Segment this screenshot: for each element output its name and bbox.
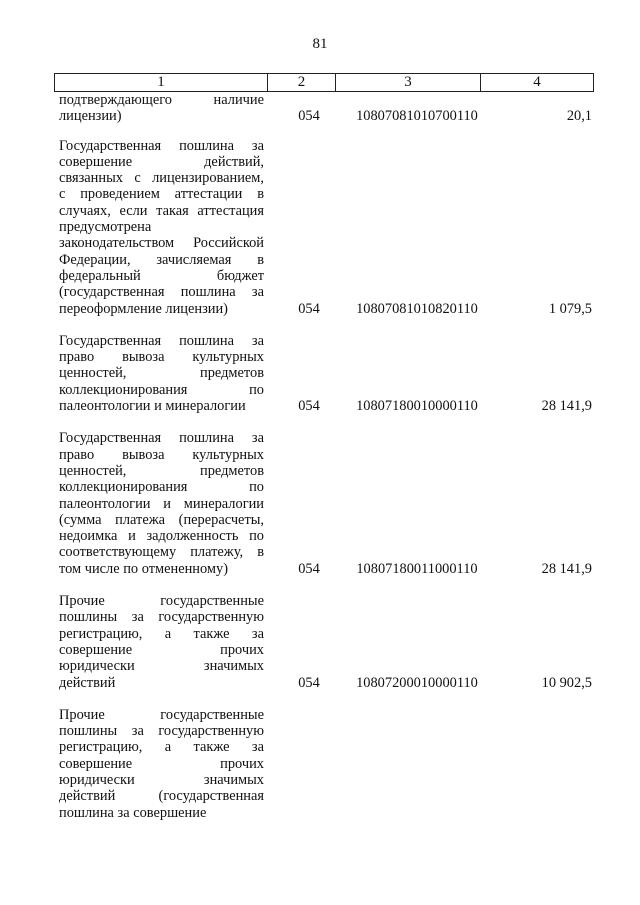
description-line: переоформление лицензии): [59, 300, 228, 317]
description-line: регистрацию, а также за: [59, 625, 264, 642]
description-line: том числе по отмененному): [59, 560, 229, 577]
row-amount: 1 079,5: [548, 300, 592, 317]
description-line: Прочие государственные: [59, 593, 264, 610]
description-line: совершение прочих: [59, 755, 264, 772]
description-line: ценностей, предметов: [59, 365, 264, 382]
table-row: [59, 92, 594, 125]
description-line: палеонтологии и минералогии: [59, 495, 264, 512]
table-body: [59, 92, 594, 837]
row-admin-code: 054: [298, 560, 320, 577]
description-line: (государственная пошлина за: [59, 284, 264, 301]
description-line: коллекционирования по: [59, 381, 264, 398]
description-line: совершение действий,: [59, 153, 264, 170]
description-line: с проведением аттестации в: [59, 186, 264, 203]
description-line: связанных с лицензированием,: [59, 170, 264, 187]
description-line: предусмотрена: [59, 219, 152, 236]
description-line: недоимка и задолженность по: [59, 528, 264, 545]
description-line: Прочие государственные: [59, 706, 264, 723]
row-amount: 10 902,5: [541, 674, 592, 691]
row-admin-code: 054: [298, 674, 320, 691]
table-row: [59, 333, 594, 414]
row-budget-code: 10807180011000110: [356, 560, 478, 577]
description-line: регистрацию, а также за: [59, 739, 264, 756]
header-col-3: 3: [335, 74, 480, 91]
description-line: право вывоза культурных: [59, 446, 264, 463]
header-col-2: 2: [267, 74, 335, 91]
row-description: [59, 707, 264, 821]
description-line: Государственная пошлина за: [59, 137, 264, 154]
description-line: действий: [59, 674, 116, 691]
row-amount: 20,1: [566, 108, 592, 125]
description-line: пошлины за государственную: [59, 609, 264, 626]
page-number: 81: [312, 36, 328, 52]
header-col-1: 1: [157, 74, 165, 90]
description-line: коллекционирования по: [59, 479, 264, 496]
description-line: (сумма платежа (перерасчеты,: [59, 511, 264, 528]
description-line: ценностей, предметов: [59, 462, 264, 479]
row-amount: 28 141,9: [541, 398, 592, 415]
table-row: [59, 430, 594, 577]
header-col-4: 4: [480, 74, 593, 91]
row-description: [59, 138, 264, 317]
row-description: [59, 430, 264, 577]
row-budget-code: 10807200010000110: [356, 674, 478, 691]
table-row: [59, 138, 594, 317]
description-line: Государственная пошлина за: [59, 430, 264, 447]
row-admin-code: 054: [298, 398, 320, 415]
description-line: соответствующему платежу, в: [59, 544, 264, 561]
description-line: действий (государственная: [59, 788, 264, 805]
row-budget-code: 10807180010000110: [356, 398, 478, 415]
description-line: пошлины за государственную: [59, 723, 264, 740]
description-line: случаях, если такая аттестация: [59, 202, 264, 219]
table-row: [59, 593, 594, 691]
description-line: Федерации, зачисляемая в: [59, 251, 264, 268]
row-admin-code: 054: [298, 108, 320, 125]
description-line: юридически значимых: [59, 658, 264, 675]
description-line: лицензии): [59, 108, 122, 125]
row-amount: 28 141,9: [541, 560, 592, 577]
description-line: право вывоза культурных: [59, 349, 264, 366]
description-line: совершение прочих: [59, 641, 264, 658]
table-row: [59, 707, 594, 821]
description-line: Государственная пошлина за: [59, 332, 264, 349]
row-admin-code: 054: [298, 300, 320, 317]
row-description: [59, 333, 264, 414]
description-line: пошлина за совершение: [59, 804, 207, 821]
description-line: подтверждающего наличие: [59, 92, 264, 108]
row-budget-code: 10807081010820110: [356, 300, 478, 317]
table-header: [54, 73, 594, 92]
row-description: [59, 92, 264, 125]
row-budget-code: 10807081010700110: [356, 108, 478, 125]
row-description: [59, 593, 264, 691]
description-line: федеральный бюджет: [59, 267, 264, 284]
description-line: юридически значимых: [59, 771, 264, 788]
description-line: палеонтологии и минералогии: [59, 398, 246, 415]
description-line: законодательством Российской: [59, 235, 264, 252]
